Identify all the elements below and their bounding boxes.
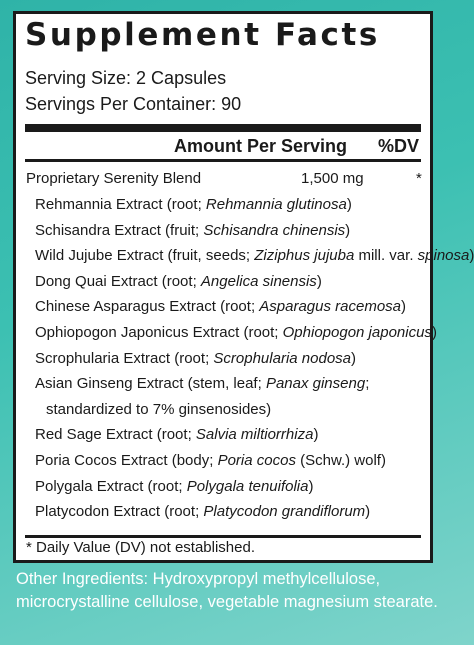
ingredient-row: [35, 324, 437, 342]
ingredient-text: Asian Ginseng Extract (stem, leaf;: [35, 375, 266, 393]
ingredient-text: ): [469, 247, 474, 265]
footnote: * Daily Value (DV) not established.: [26, 539, 255, 556]
ingredient-row: [35, 273, 322, 291]
latin-name: Poria cocos: [217, 452, 296, 469]
latin-name: Polygala tenuifolia: [186, 477, 309, 495]
panel-title: Supplement Facts: [25, 17, 380, 53]
ingredient-continuation: [46, 401, 271, 419]
ingredient-text: Wild Jujube Extract (fruit, seeds;: [35, 247, 255, 265]
latin-name: Platycodon grandiflorum: [203, 503, 366, 521]
ingredient-row: [35, 350, 356, 368]
ingredient-text: Red Sage Extract (root;: [35, 426, 196, 444]
ingredient-row: [35, 478, 314, 496]
ingredient-row: [35, 247, 474, 265]
ingredient-text: Scrophularia Extract (root;: [35, 349, 214, 367]
ingredient-text: (Schw.) wolf): [295, 452, 386, 469]
ingredient-row: [35, 452, 386, 470]
ingredient-text: ): [316, 272, 322, 290]
ingredient-text: ;: [365, 375, 370, 393]
thick-divider: [25, 124, 421, 132]
latin-name: spinosa: [417, 247, 470, 265]
ingredient-text: ): [313, 426, 319, 444]
latin-name: Ophiopogon japonicus: [282, 324, 432, 341]
footer-divider: [25, 535, 421, 538]
latin-name: Scrophularia nodosa: [213, 349, 351, 367]
ingredient-text: Chinese Asparagus Extract (root;: [35, 298, 260, 316]
ingredient-row: [35, 503, 370, 521]
latin-name: Rehmannia glutinosa: [205, 196, 347, 213]
ingredient-text: Platycodon Extract (root;: [35, 503, 204, 521]
ingredient-text: standardized to 7% ginsenosides): [46, 400, 272, 418]
ingredient-row: [35, 196, 352, 214]
ingredient-text: Dong Quai Extract (root;: [35, 272, 201, 290]
ingredient-text: ): [401, 298, 407, 316]
ingredient-row: [35, 375, 369, 393]
header-divider: [25, 159, 421, 162]
ingredient-text: ): [308, 477, 314, 495]
ingredient-text: ): [365, 503, 371, 521]
dv-header: %DV: [378, 136, 420, 156]
latin-name: Salvia miltiorrhiza: [195, 426, 314, 444]
ingredient-text: Poria Cocos Extract (body;: [35, 452, 218, 469]
servings-per-container: Servings Per Container: 90: [25, 94, 242, 114]
latin-name: Schisandra chinensis: [203, 221, 346, 239]
latin-name: Ziziphus jujuba: [254, 247, 355, 265]
blend-amount: 1,500 mg: [301, 170, 364, 187]
latin-name: Asparagus racemosa: [259, 298, 402, 316]
ingredient-text: Ophiopogon Japonicus Extract (root;: [35, 324, 283, 341]
blend-name: Proprietary Serenity Blend: [26, 170, 202, 187]
ingredient-text: Rehmannia Extract (root;: [35, 196, 206, 213]
serving-size: Serving Size: 2 Capsules: [25, 68, 227, 88]
ingredient-text: ): [431, 324, 437, 341]
latin-name: Angelica sinensis: [200, 272, 317, 290]
ingredient-row: [35, 298, 406, 316]
ingredient-text: Schisandra Extract (fruit;: [35, 221, 204, 239]
ingredient-row: [35, 426, 318, 444]
amount-per-serving-header: Amount Per Serving: [174, 136, 348, 156]
other-ingredients: Other Ingredients: Hydroxypropyl methylcellulose, microcrystalline cellulose, vegetable magnesium stearate.: [16, 570, 438, 611]
latin-name: Panax ginseng: [265, 375, 366, 393]
supplement-facts-panel: [13, 11, 474, 563]
blend-dv: *: [416, 170, 422, 187]
ingredient-text: ): [345, 221, 351, 239]
ingredient-text: ): [351, 349, 356, 367]
ingredient-text: Polygala Extract (root;: [35, 477, 187, 495]
ingredient-text: mill. var.: [354, 247, 418, 265]
ingredient-text: ): [346, 196, 352, 213]
ingredient-row: [35, 222, 350, 240]
